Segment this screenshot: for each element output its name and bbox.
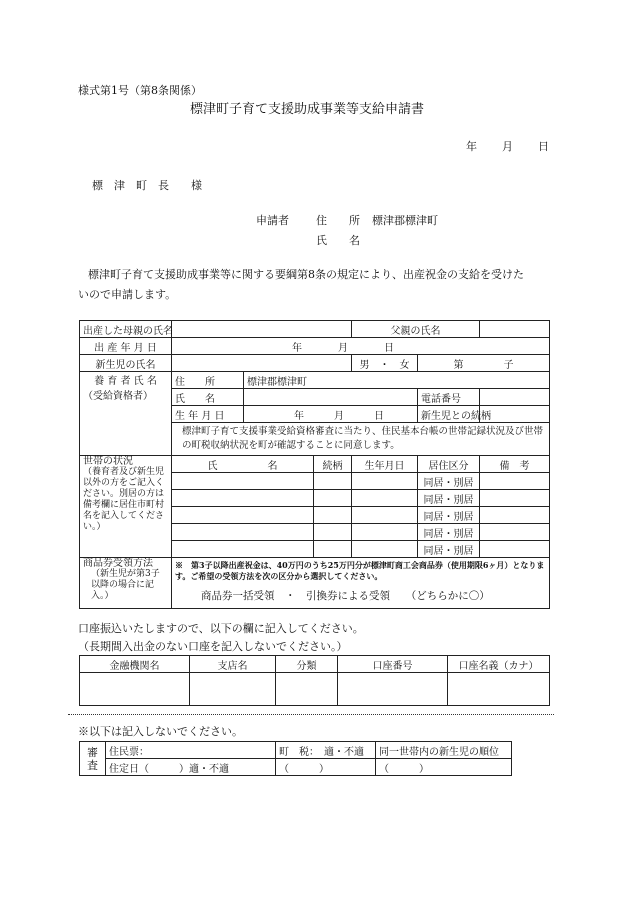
cut-line [68,714,554,715]
voucher-label: 商品券受領方法 [83,558,153,569]
applicant-address-value: 標津郡標津町 [372,214,438,227]
birth-date-label: 出 産 年 月 日 [80,338,172,355]
birth-order-field[interactable]: 第 子 [418,355,550,372]
guardian-name-field[interactable] [244,389,418,406]
page-title: 標津町子育て支援助成事業等支給申請書 [190,102,425,117]
guardian-name-label: 氏 名 [172,389,244,406]
birth-date-field[interactable] [172,338,550,355]
guardian-address-label: 住 所 [172,372,244,389]
member-birth-field[interactable] [352,524,418,541]
member-name-field[interactable] [172,473,314,490]
newborn-name-label: 新生児の氏名 [80,355,172,372]
guardian-birth-label: 生 年 月 日 [172,406,244,423]
household-note: （養育者及び新生児以外の方をご記入ください。別居の方は備考欄に居住市町村名を記入してください。） [83,467,165,532]
order-paren: （ ） [376,759,512,776]
member-relation-field[interactable] [314,507,352,524]
choze-paren: （ ） [276,759,376,776]
account-number-field[interactable] [338,673,448,706]
form-number: 様式第1号（第8条関係） [78,84,202,97]
office-use-table [79,741,512,776]
shinsa-label: 審査 [80,742,106,776]
voucher-note: （新生児が第3子以降の場合に記入。） [91,569,160,601]
member-name-field[interactable] [172,541,314,558]
father-name-field[interactable] [480,321,550,338]
consent-text: 標津町子育て支援事業受給資格審査に当たり、住民基本台帳の世帯記録状況及び世帯の町税収納状況を町が確認することに同意します。 [172,423,550,456]
voucher-content [172,558,550,609]
mother-name-field[interactable] [172,321,352,338]
member-name-field[interactable] [172,490,314,507]
juteibi-field: 住定日（ ）適・不適 [106,759,276,776]
body-text-line2: いので申請します。 [78,288,177,301]
date-year: 年 [466,140,477,153]
applicant-address-label: 住 所 [316,214,360,227]
member-relation-field[interactable] [314,490,352,507]
addressee: 標 津 町 長 様 [92,179,202,192]
member-remarks-field[interactable] [480,507,550,524]
birth-day-unit: 日 [384,342,394,354]
g-birth-month-unit: 月 [334,410,344,422]
member-birth-field[interactable] [352,490,418,507]
father-name-label: 父親の氏名 [352,321,480,338]
branch-field[interactable] [190,673,276,706]
voucher-choice[interactable]: 商品券一括受領 ・ 引換券による受領 （どちらかに〇） [201,590,490,602]
newborn-name-field[interactable] [172,355,352,372]
voucher-cell [80,558,172,609]
guardian-cell [80,372,172,456]
choze-label: 町 税： 適・不適 [276,742,376,759]
voucher-notice: ※ 第3子以降出産祝金は、40万円のうち25万円分が標津町商工会商品券（使用期限6ヶ月）となります。ご希望の受領方法を次の区分から選択してください。 [175,560,545,581]
account-type-field[interactable] [276,673,338,706]
date-day: 日 [538,140,549,153]
office-use-note: ※以下は記入しないでください。 [78,725,243,738]
residence-option[interactable]: 同居・別居 [418,473,480,490]
guardian-label: 養 育 者 氏 名 [94,376,157,387]
order-label: 同一世帯内の新生児の順位 [376,742,512,759]
residence-option[interactable]: 同居・別居 [418,541,480,558]
member-remarks-field[interactable] [480,473,550,490]
col-name-header: 氏 名 [172,456,314,473]
col-bank-header: 金融機関名 [80,656,190,673]
member-relation-field[interactable] [314,541,352,558]
col-branch-header: 支店名 [190,656,276,673]
relation-label: 新生児との続柄 [418,406,480,423]
member-relation-field[interactable] [314,524,352,541]
body-text-line1: 標津町子育て支援助成事業等に関する要綱第8条の規定により、出産祝金の支給を受けた [88,268,524,281]
member-name-field[interactable] [172,507,314,524]
bank-intro-1: 口座振込いたしますので、以下の欄に記入してください。 [78,622,364,635]
phone-field[interactable] [480,389,550,406]
bank-name-field[interactable] [80,673,190,706]
residence-option[interactable]: 同居・別居 [418,524,480,541]
col-remarks-header: 備 考 [480,456,550,473]
bank-intro-2: （長期間入出金のない口座を記入しないでください。） [78,640,348,653]
member-name-field[interactable] [172,524,314,541]
application-form-table [79,320,550,609]
member-birth-field[interactable] [352,507,418,524]
guardian-address-field[interactable]: 標津郡標津町 [244,372,550,389]
residence-option[interactable]: 同居・別居 [418,507,480,524]
col-number-header: 口座番号 [338,656,448,673]
residence-option[interactable]: 同居・別居 [418,490,480,507]
household-label: 世帯の状況 [83,456,133,467]
member-relation-field[interactable] [314,473,352,490]
member-remarks-field[interactable] [480,490,550,507]
juminhyo-label: 住民票： [106,742,276,759]
col-residence-header: 居住区分 [418,456,480,473]
mother-name-label: 出産した母親の氏名 [80,321,172,338]
col-relation-header: 続柄 [314,456,352,473]
phone-label: 電話番号 [418,389,480,406]
birth-year-unit: 年 [292,342,302,354]
g-birth-year-unit: 年 [294,410,304,422]
account-holder-field[interactable] [448,673,550,706]
member-birth-field[interactable] [352,473,418,490]
sex-selector[interactable]: 男 ・ 女 [352,355,418,372]
guardian-sub-label: （受給資格者） [83,391,153,402]
member-remarks-field[interactable] [480,541,550,558]
member-birth-field[interactable] [352,541,418,558]
col-type-header: 分類 [276,656,338,673]
household-cell [80,456,172,558]
member-remarks-field[interactable] [480,524,550,541]
applicant-label: 申請者 [256,214,289,227]
birth-month-unit: 月 [338,342,348,354]
date-month: 月 [502,140,513,153]
col-holder-header: 口座名義（カナ） [448,656,550,673]
bank-table [79,655,550,706]
guardian-birth-field[interactable] [244,406,418,423]
applicant-name-label: 氏 名 [316,234,360,247]
col-birth-header: 生年月日 [352,456,418,473]
g-birth-day-unit: 日 [374,410,384,422]
